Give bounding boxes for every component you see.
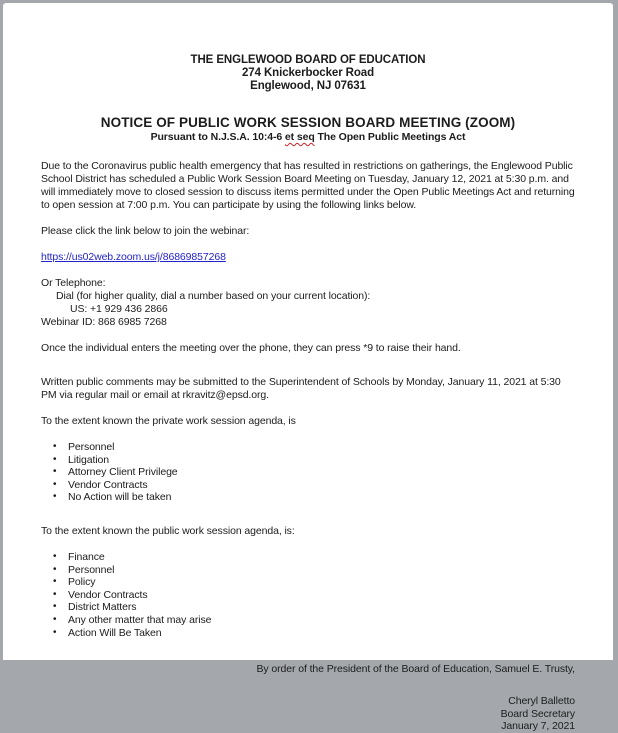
written-comments: Written public comments may be submitted to the Superintendent of Schools by Monday, January 11, 2021 at 5:30 PM via regular mail or email at rkravitz@epsd.org. (41, 376, 575, 402)
subtitle-suffix: The Open Public Meetings Act (315, 131, 466, 143)
private-agenda-item: • Litigation (53, 454, 575, 467)
subtitle-spellcheck-word: et seq (285, 131, 315, 143)
public-agenda-item: • Personnel (53, 564, 575, 577)
public-agenda-item: • Any other matter that may arise (53, 614, 575, 627)
public-agenda-item: • District Matters (53, 601, 575, 614)
notice-title: NOTICE OF PUBLIC WORK SESSION BOARD MEETING (ZOOM) (41, 115, 575, 131)
webinar-prompt: Please click the link below to join the webinar: (41, 225, 575, 238)
signature-name: Cheryl Balletto (41, 695, 575, 708)
zoom-webinar-link[interactable]: https://us02web.zoom.us/j/86869857268 (41, 251, 226, 263)
subtitle-prefix: Pursuant to N.J.S.A. 10:4-6 (151, 131, 285, 143)
public-agenda-heading: To the extent known the public work session agenda, is: (41, 525, 575, 538)
public-agenda-item: • Finance (53, 551, 575, 564)
raise-hand-note: Once the individual enters the meeting over the phone, they can press *9 to raise their hand. (41, 342, 575, 355)
signature-date: January 7, 2021 (41, 720, 575, 733)
us-phone-number: US: +1 929 436 2866 (41, 303, 575, 316)
address-street: 274 Knickerbocker Road (41, 67, 575, 80)
public-agenda-list (41, 551, 575, 639)
private-agenda-item: • Attorney Client Privilege (53, 466, 575, 479)
intro-paragraph: Due to the Coronavirus public health emergency that has resulted in restrictions on gatherings, the Englewood Public School District has scheduled a Public Work Session Board Meeting on Tuesday, January 12, 2021 at 5:30 p.m. and will immediately move to closed session to discuss items permitted under the Open Public Meetings Act and returning to open session at 7:00 p.m. You can participate by using the following links below. (41, 160, 575, 212)
public-agenda-item: • Action Will Be Taken (53, 627, 575, 640)
private-agenda-item: • No Action will be taken (53, 491, 575, 504)
private-agenda-heading: To the extent known the private work session agenda, is (41, 415, 575, 428)
letterhead (41, 54, 575, 93)
private-agenda-item: • Personnel (53, 441, 575, 454)
private-agenda-list (41, 441, 575, 504)
address-city: Englewood, NJ 07631 (41, 80, 575, 93)
dial-instruction: Dial (for higher quality, dial a number based on your current location): (41, 290, 575, 303)
private-agenda-item: • Vendor Contracts (53, 479, 575, 492)
signature-block (41, 695, 575, 733)
telephone-section (41, 277, 575, 329)
public-agenda-item: • Vendor Contracts (53, 589, 575, 602)
closing-line: By order of the President of the Board of Education, Samuel E. Trusty, (41, 663, 575, 676)
signature-title: Board Secretary (41, 708, 575, 721)
public-agenda-item: • Policy (53, 576, 575, 589)
document-content (3, 3, 613, 733)
webinar-link-line (41, 251, 575, 264)
telephone-heading: Or Telephone: (41, 277, 575, 290)
organization-name: THE ENGLEWOOD BOARD OF EDUCATION (41, 54, 575, 67)
webinar-id: Webinar ID: 868 6985 7268 (41, 316, 575, 329)
document-page (3, 3, 613, 660)
notice-subtitle (41, 131, 575, 144)
